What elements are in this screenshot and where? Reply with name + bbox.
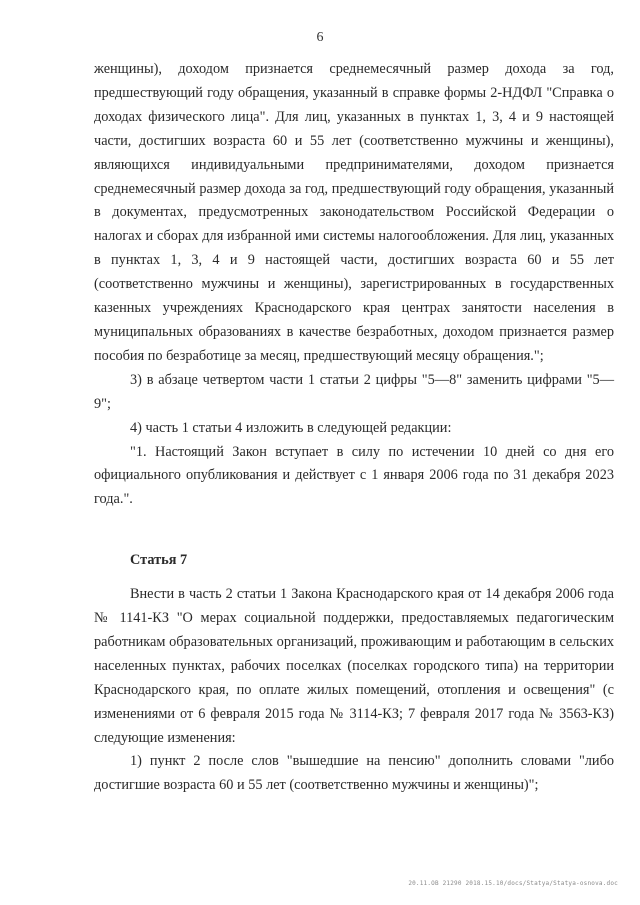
paragraph-income-continuation: женщины), доходом признается среднемесячный размер дохода за год, предшествующий году обращения, указанный в справке формы 2-НДФЛ "Справка о доходах физического лица". Для лиц, указанных в пунктах 1, 3, 4 и 9 настоящей части, достигших возраста 60 и 55 лет (соответственно мужчины и женщины), являющихся индивидуальными предпринимателями, доходом признается среднемесячный размер дохода за год, предшествующий году обращения, указанный в документах, предусмотренных законодательством Российской Федерации о налогах и сборах для избранной ими системы налогообложения. Для лиц, указанных в пунктах 1, 3, 4 и 9 настоящей части, достигших возраста 60 и 55 лет (соответственно мужчины и женщины), зарегистрированных в государственных казенных учреждениях Краснодарского края центрах занятости населения в муниципальных образованиях в качестве безработных, доходом признается размер пособия по безработице за месяц, предшествующий месяцу обращения."; — [94, 61, 614, 364]
document-body — [94, 58, 614, 798]
page-number: 6 — [316, 30, 324, 45]
footer-file-path: 20.11.ОВ 21290 2018.15.10/docs/Statya/Statya-osnova.doc — [408, 880, 618, 887]
paragraph-quoted-part-1: "1. Настоящий Закон вступает в силу по истечении 10 дней со дня его официального опубликования и действует с 1 января 2006 года по 31 декабря 2023 года.". — [94, 443, 614, 508]
article-heading: Статья 7 — [130, 552, 188, 569]
paragraph-article-7-item-1: 1) пункт 2 после слов "вышедшие на пенсию" дополнить словами "либо достигшие возраста 60 и 55 лет (соответственно мужчины и женщины)"; — [94, 753, 614, 794]
paragraph-article-7-intro: Внести в часть 2 статьи 1 Закона Краснодарского края от 14 декабря 2006 года № 1141-КЗ "О мерах социальной поддержки, предоставляемых педагогическим работникам образовательных организаций, проживающим и работающим в сельских населенных пунктах, рабочих поселках (поселках городского типа) на территории Краснодарского края, по оплате жилых помещений, отопления и освещения" (с изменениями от 6 февраля 2015 года № 3114-КЗ; 7 февраля 2017 года № 3563-КЗ) следующие изменения: — [94, 586, 614, 746]
paragraph-item-4: 4) часть 1 статьи 4 изложить в следующей редакции: — [130, 419, 452, 436]
paragraph-item-3: 3) в абзаце четвертом части 1 статьи 2 цифры "5—8" заменить цифрами "5—9"; — [94, 371, 614, 412]
